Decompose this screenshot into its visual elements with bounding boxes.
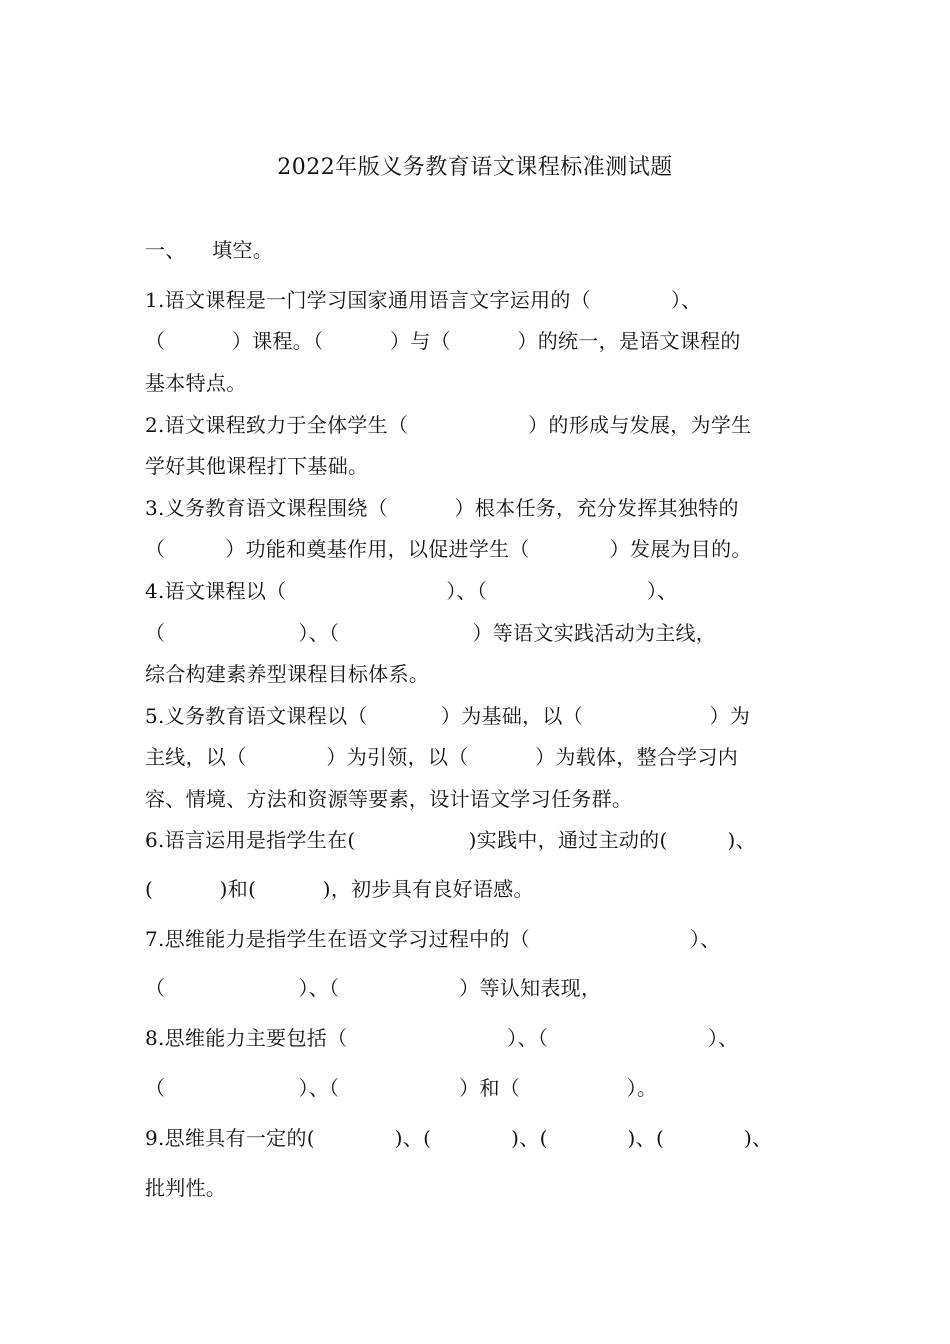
- question-line: 8.思维能力主要包括（ ）、（ ）、: [145, 1026, 739, 1050]
- question-line: 学好其他课程打下基础。: [145, 454, 369, 478]
- document-title: 2022年版义务教育语文课程标准测试题: [277, 155, 673, 180]
- question-line: ( )和( )，初步具有良好语感。: [145, 877, 534, 901]
- question-line: 3.义务教育语文课程围绕（ ）根本任务，充分发挥其独特的: [145, 496, 739, 520]
- question-line: （ ）功能和奠基作用，以促进学生（ ）发展为目的。: [145, 537, 752, 561]
- question-line: 容、情境、方法和资源等要素，设计语文学习任务群。: [145, 787, 633, 811]
- question-line: 主线，以（ ）为引领，以（ ）为载体，整合学习内: [145, 745, 739, 769]
- question-line: 6.语言运用是指学生在( )实践中，通过主动的( )、: [145, 828, 756, 852]
- question-line: （ ）、（ ）等认知表现，: [145, 976, 602, 1000]
- question-line: 1.语文课程是一门学习国家通用语言文字运用的（ ）、: [145, 288, 702, 312]
- question-line: 7.思维能力是指学生在语文学习过程中的（ ）、: [145, 927, 721, 951]
- section-heading: 一、 填空。: [145, 238, 274, 262]
- question-line: （ ）、（ ）等语文实践活动为主线，: [145, 621, 717, 645]
- question-line: 4.语文课程以（ ）、（ ）、: [145, 579, 678, 603]
- question-line: 2.语文课程致力于全体学生（ ）的形成与发展，为学生: [145, 413, 752, 437]
- question-line: 9.思维具有一定的( )、( )、( )、( )、: [145, 1126, 773, 1150]
- question-line: 5.义务教育语文课程以（ ）为基础，以（ ）为: [145, 704, 751, 728]
- question-line: 基本特点。: [145, 371, 247, 395]
- question-line: 批判性。: [145, 1176, 227, 1200]
- question-line: 综合构建素养型课程目标体系。: [145, 662, 430, 686]
- question-line: （ ）、（ ）和（ ）。: [145, 1076, 658, 1100]
- question-line: （ ）课程。（ ）与（ ）的统一，是语文课程的: [145, 329, 741, 353]
